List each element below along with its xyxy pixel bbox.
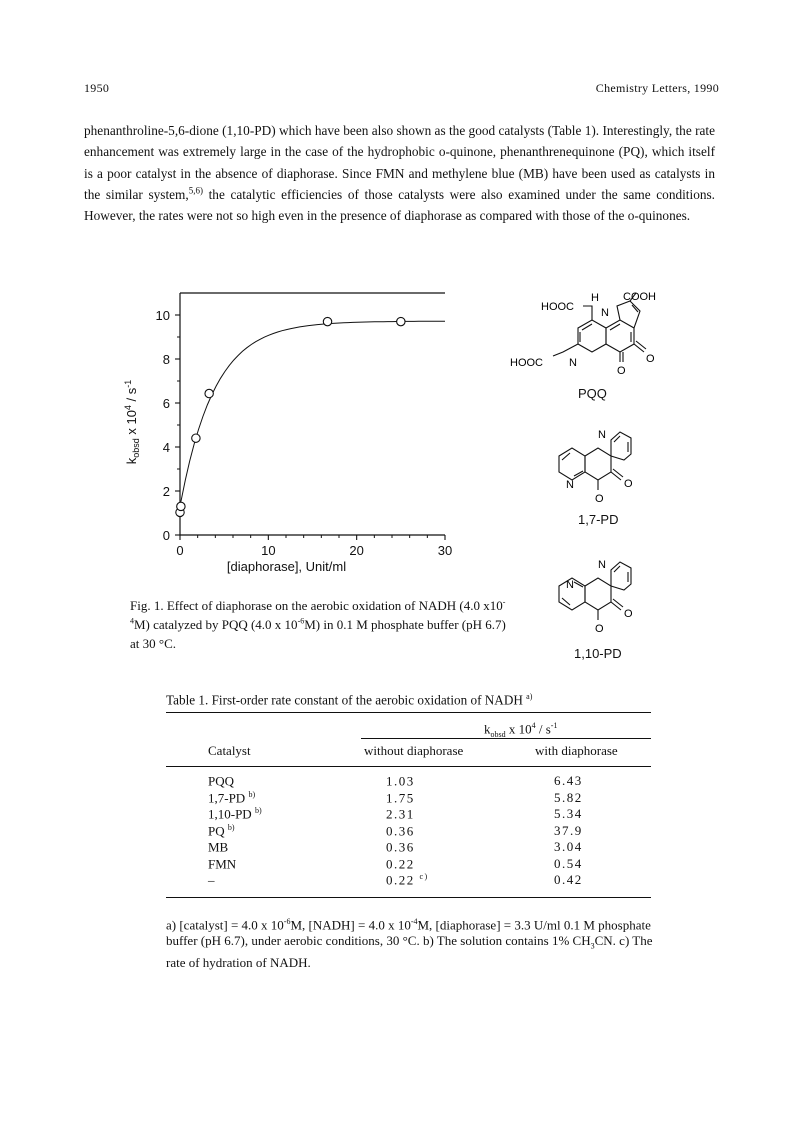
table-cell-with: 5.82 xyxy=(554,789,583,805)
y-tick-label: 4 xyxy=(162,440,170,455)
data-point xyxy=(192,434,200,442)
column-header-with: with diaphorase xyxy=(535,743,618,758)
data-point xyxy=(323,317,331,325)
table-cell-catalyst: 1,10-PD $^{b)}$ xyxy=(208,806,262,822)
reference-superscript: 5,6) xyxy=(188,185,203,196)
table-cell-without: 0.22 $^{c)}$ xyxy=(386,872,429,888)
table-cell-with: 37.9 xyxy=(554,822,583,838)
svg-text:O: O xyxy=(595,623,604,635)
table-cell-catalyst: 1,7-PD $^{b)}$ xyxy=(208,789,256,805)
x-axis-label: [diaphorase], Unit/ml xyxy=(226,559,347,574)
svg-text:HOOC: HOOC xyxy=(541,301,574,313)
y-tick-label: 2 xyxy=(162,484,170,499)
fit-curve xyxy=(181,321,445,502)
table-cell-with: 0.54 xyxy=(554,855,583,871)
pd110-structure xyxy=(540,550,660,640)
svg-text:COOH: COOH xyxy=(623,291,656,303)
table-cell-without: 2.31 xyxy=(386,806,415,822)
data-point xyxy=(177,502,185,510)
table-cell-catalyst: FMN xyxy=(208,855,237,871)
body-paragraph xyxy=(84,120,715,226)
data-point xyxy=(397,317,405,325)
column-header-catalyst: Catalyst xyxy=(208,743,251,758)
svg-text:N: N xyxy=(566,479,574,491)
svg-text:H: H xyxy=(591,292,599,304)
y-tick-label: 6 xyxy=(162,396,170,411)
table-bottom-rule xyxy=(166,897,651,898)
svg-text:O: O xyxy=(617,365,626,377)
svg-text:HOOC: HOOC xyxy=(510,357,543,369)
table-cell-with: 5.34 xyxy=(554,806,583,821)
svg-text:O: O xyxy=(624,608,633,620)
axis-tick-labels xyxy=(156,308,453,558)
journal-header: Chemistry Letters, 1990 xyxy=(595,81,719,95)
svg-text:N: N xyxy=(566,579,574,591)
x-tick-label: 0 xyxy=(176,543,184,558)
table-cell-without: 1.03 xyxy=(386,773,415,789)
svg-text:O: O xyxy=(624,478,633,490)
pqq-structure xyxy=(505,282,695,382)
column-header-without: without diaphorase xyxy=(364,743,464,758)
table-top-rule xyxy=(166,712,651,713)
page-number: 1950 xyxy=(84,81,110,95)
svg-text:N: N xyxy=(598,429,606,441)
table-group-rule xyxy=(361,738,651,739)
table-cell-with: 0.42 xyxy=(554,872,583,887)
table-cell-without: 0.36 xyxy=(386,839,415,855)
paragraph-text-1: phenanthroline-5,6-dione (1,10-PD) which have been also shown as the good catalysts (Table 1). Interestingly, the rate enhancement was extremely large in the case of the hydrophobic o-quinone, phenanthrenequinone (PQ), which itself is a poor catalyst in the absence of diaphorase. Since FMN and methylene blue (MB) have been used as catalysts in the similar system, xyxy=(84,123,715,202)
svg-text:O: O xyxy=(595,493,604,505)
table-cell-catalyst: PQQ xyxy=(208,773,235,789)
kinetics-chart xyxy=(118,275,458,580)
table-cell-without: 1.75 xyxy=(386,789,415,805)
table-cell-catalyst: – xyxy=(208,872,215,888)
paragraph-text-2: the catalytic efficiencies of those catalysts were also examined under the same conditions. However, the rates were not so high even in the presence of diaphorase as compared with those of the o-quinones. xyxy=(84,186,715,224)
data-points xyxy=(176,317,405,516)
y-tick-label: 8 xyxy=(162,352,170,367)
svg-text:O: O xyxy=(646,353,655,365)
x-tick-label: 20 xyxy=(349,543,364,558)
svg-text:N: N xyxy=(598,559,606,571)
svg-text:N: N xyxy=(569,357,577,369)
svg-text:N: N xyxy=(601,307,609,319)
data-point xyxy=(205,389,213,397)
table-cell-with: 6.43 xyxy=(554,773,583,788)
table-cell-catalyst: PQ $^{b)}$ xyxy=(208,822,235,838)
table-cell-without: 0.36 xyxy=(386,822,415,838)
table-cell-catalyst: MB xyxy=(208,839,229,855)
table-footnote: a) [catalyst] = 4.0 x $10^{-6}M$, [NADH] = 4.0 x $10^{-4}M$, [diaphorase] = 3.3 U/ml 0.1 M phosphate buffer (pH 6.7), under aerobic conditions, 30 °C. b) The solution contains 1% $CH_3CN$. c) The rate of hydration of NADH. xyxy=(166,917,653,970)
y-axis-label: $k_{obsd}$ x $10^4 / s^{-1}$ xyxy=(123,379,141,465)
figure-caption: Fig. 1. Effect of diaphorase on the aerobic oxidation of NADH (4.0 $x10^{-4}M$) catalyzed by PQQ (4.0 x $10^{-6}M$) in 0.1 M phosphate buffer (pH 6.7) at 30 °C. xyxy=(130,597,506,651)
pd110-label: 1,10-PD xyxy=(574,646,622,661)
y-tick-label: 0 xyxy=(162,528,170,543)
axis-ticks xyxy=(175,315,445,540)
pqq-label: PQQ xyxy=(578,386,607,401)
table-cell-without: 0.22 xyxy=(386,855,415,871)
table-cell-with: 3.04 xyxy=(554,839,583,854)
table-group-header: $k_{obsd}$ x $10^4 / s^{-1}$ xyxy=(484,721,558,739)
x-tick-label: 10 xyxy=(261,543,276,558)
pd17-structure xyxy=(540,420,660,510)
y-tick-label: 10 xyxy=(155,308,170,323)
pd17-label: 1,7-PD xyxy=(578,512,619,527)
x-tick-label: 30 xyxy=(437,543,453,558)
table-header-rule xyxy=(166,766,651,767)
plot-frame xyxy=(180,293,445,535)
table-caption: Table 1. First-order rate constant of the aerobic oxidation of NADH $^{a)}$ xyxy=(166,692,533,708)
